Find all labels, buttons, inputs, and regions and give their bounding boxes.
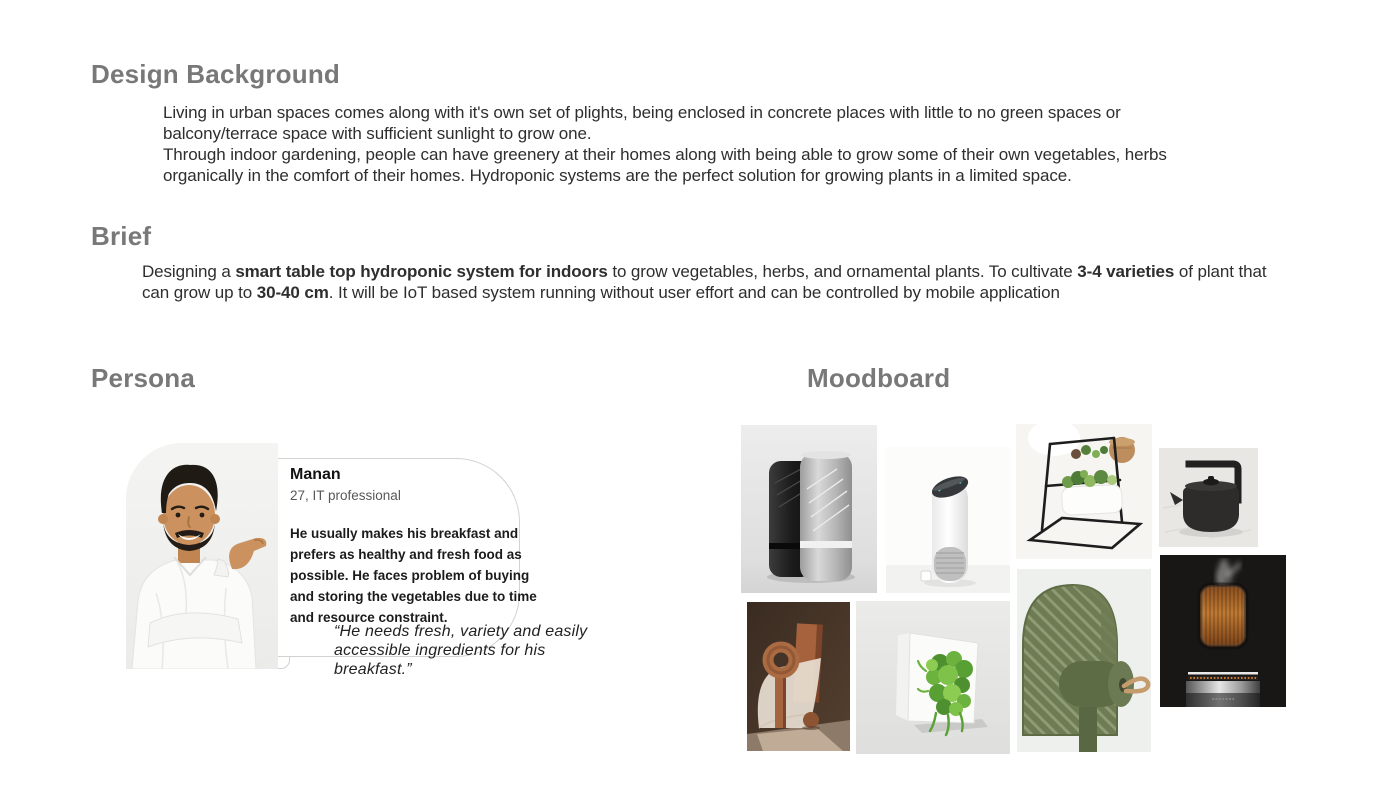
persona-name: Manan (290, 466, 341, 483)
design-background-paragraph-1: Living in urban spaces comes along with it's own set of plights, being enclosed in concrete places with little to no green spaces or balcony/terrace space with sufficient sunlight to grow one. (163, 103, 1121, 143)
moodboard-black-kettle-image (1159, 448, 1258, 547)
persona-description: He usually makes his breakfast and prefers as healthy and fresh food as possible. He faces problem of buying and storing the vegetables due to time and resource constraint. (290, 526, 537, 625)
persona-speech-bubble-tail (277, 657, 290, 669)
brief-heading: Brief (91, 221, 152, 251)
moodboard-heading: Moodboard (807, 363, 951, 393)
persona-quote: “He needs fresh, variety and easily accessible ingredients for his breakfast.” (334, 623, 588, 678)
brief-paragraph: Designing a smart table top hydroponic system for indoors to grow vegetables, herbs, and ornamental plants. To cultivate 3-4 varieties of plant that can grow up to 30-40 cm. It will be IoT based system running without user effort and can be controlled by mobile application (142, 262, 1267, 302)
persona-photo-illustration (126, 443, 278, 669)
design-background-paragraph-2: Through indoor gardening, people can have greenery at their homes along with being able to grow some of their own vegetables, herbs organically in the comfort of their homes. Hydroponic systems are the perfect solution for growing plants in a limited space. (163, 145, 1167, 185)
moodboard-green-fan-image (1017, 569, 1151, 752)
moodboard-air-purifier-image (886, 447, 1010, 593)
moodboard-succulent-stand-image (1016, 424, 1152, 559)
design-background-paragraphs (163, 102, 1238, 186)
moodboard-wall-plant-frame-image (856, 601, 1010, 754)
moodboard-metal-tumblers-image (741, 425, 877, 593)
moodboard-copper-humidifier-image (1160, 555, 1286, 707)
moodboard-terracotta-sculpture-image (747, 602, 850, 751)
persona-subtitle: 27, IT professional (290, 488, 401, 503)
persona-heading: Persona (91, 363, 196, 393)
persona-photo (126, 443, 278, 669)
design-background-heading: Design Background (91, 59, 340, 89)
